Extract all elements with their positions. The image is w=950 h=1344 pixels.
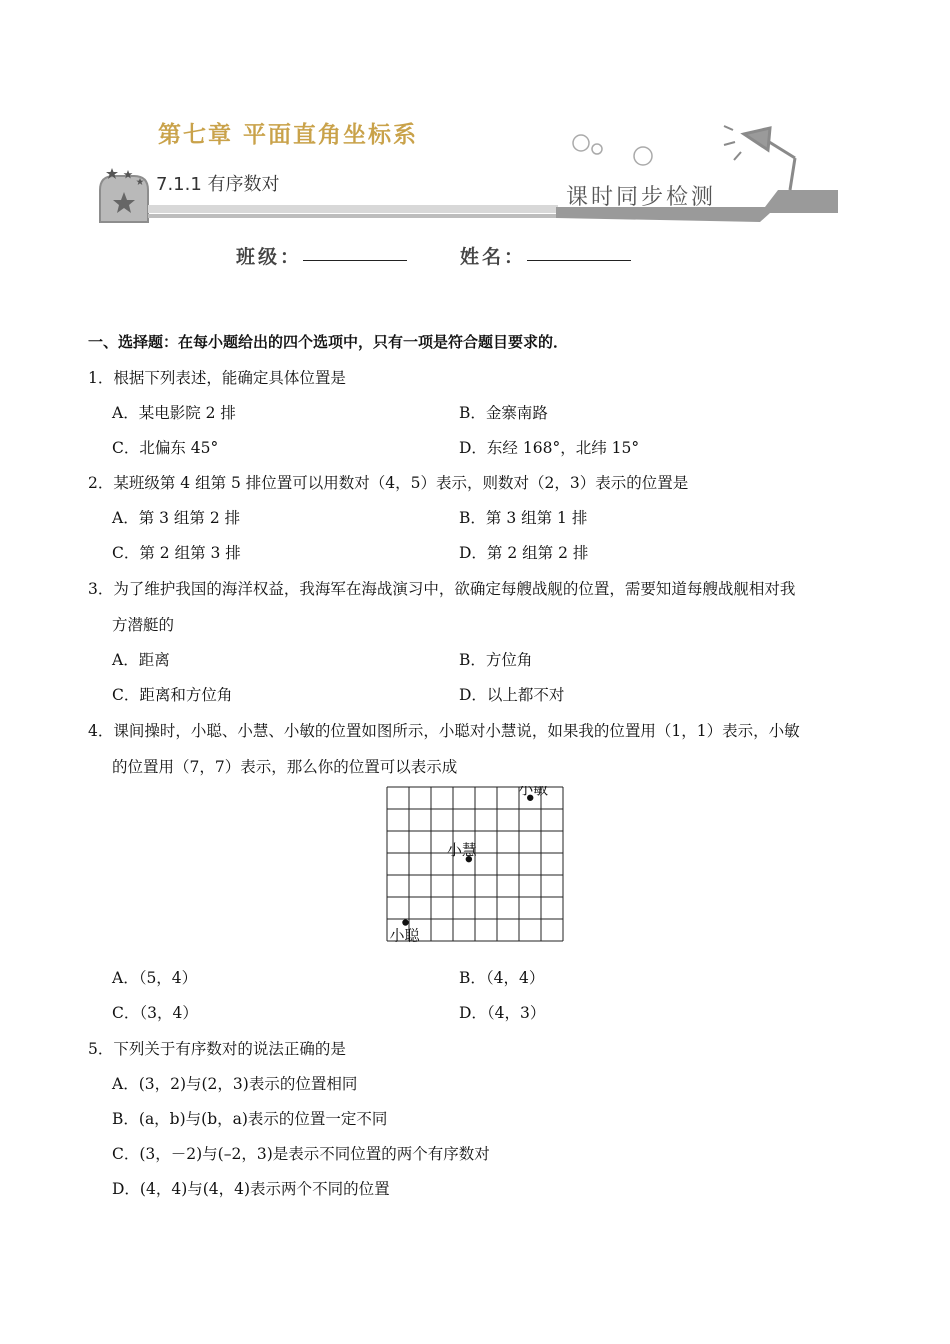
desk-lamp-icon <box>724 126 795 190</box>
question-2-option-d[interactable]: D．第 2 组第 2 排 <box>459 544 589 562</box>
question-2-option-c[interactable]: C．第 2 组第 3 排 <box>112 544 241 562</box>
question-5-option-d[interactable]: D．(4，4)与(4，4)表示两个不同的位置 <box>112 1180 390 1198</box>
question-3-option-c[interactable]: C．距离和方位角 <box>112 686 233 704</box>
question-4-option-c[interactable]: C．（3，4） <box>112 1004 198 1022</box>
position-grid <box>386 786 566 944</box>
question-2-option-b[interactable]: B．第 3 组第 1 排 <box>459 509 588 527</box>
question-1-option-d[interactable]: D．东经 168°，北纬 15° <box>459 439 640 457</box>
question-2-option-a[interactable]: A．第 3 组第 2 排 <box>112 509 241 527</box>
question-5-option-b[interactable]: B．(a，b)与(b，a)表示的位置一定不同 <box>112 1110 388 1128</box>
question-3-stem-line-2: 方潜艇的 <box>112 616 175 634</box>
question-3-option-d[interactable]: D．以上都不对 <box>459 686 565 704</box>
banner-text: 课时同步检测 <box>566 185 717 210</box>
question-3-stem-line-1: 3．为了维护我国的海洋权益，我海军在海战演习中，欲确定每艘战舰的位置，需要知道每艘战舰相对我 <box>88 580 796 598</box>
class-blank[interactable] <box>303 260 407 261</box>
question-1-stem: 1．根据下列表述，能确定具体位置是 <box>88 369 346 387</box>
name-blank[interactable] <box>527 260 631 261</box>
grid-point-label-1: 小敏 <box>518 786 549 798</box>
question-1-option-a[interactable]: A．某电影院 2 排 <box>112 404 236 422</box>
header <box>0 0 950 300</box>
class-label: 班级： <box>236 246 303 268</box>
question-1-option-c[interactable]: C．北偏东 45° <box>112 439 219 457</box>
question-4-stem-line-2: 的位置用（7，7）表示，那么你的位置可以表示成 <box>112 758 458 776</box>
question-5-option-c[interactable]: C．(3，－2)与(–2，3)是表示不同位置的两个有序数对 <box>112 1145 490 1163</box>
grid-point-label-3: 小聪 <box>389 926 420 944</box>
grid-point-label-2: 小慧 <box>446 841 477 860</box>
name-label: 姓名： <box>460 246 527 268</box>
question-4-option-d[interactable]: D．（4，3） <box>459 1004 546 1022</box>
question-3-option-b[interactable]: B．方位角 <box>459 651 533 669</box>
question-2-stem: 2．某班级第 4 组第 5 排位置可以用数对（4，5）表示，则数对（2，3）表示的位置是 <box>88 474 689 492</box>
question-5-stem: 5．下列关于有序数对的说法正确的是 <box>88 1040 346 1058</box>
question-3-option-a[interactable]: A．距离 <box>112 651 170 669</box>
question-5-option-a[interactable]: A．(3，2)与(2，3)表示的位置相同 <box>112 1075 358 1093</box>
grid-point-3 <box>402 919 408 925</box>
question-4-stem-line-1: 4．课间操时，小聪、小慧、小敏的位置如图所示，小聪对小慧说，如果我的位置用（1，1）表示，小敏 <box>88 722 800 740</box>
question-4-option-b[interactable]: B．（4，4） <box>459 969 545 987</box>
question-4-option-a[interactable]: A．（5，4） <box>112 969 198 987</box>
chapter-title: 第七章 平面直角坐标系 <box>158 122 419 148</box>
position-grid-figure <box>386 786 566 948</box>
section-heading: 一、选择题：在每小题给出的四个选项中，只有一项是符合题目要求的． <box>88 333 569 351</box>
section-title: 7.1.1 有序数对 <box>156 174 280 195</box>
star-badge-icon <box>100 168 148 222</box>
question-1-option-b[interactable]: B．金寨南路 <box>459 404 548 422</box>
